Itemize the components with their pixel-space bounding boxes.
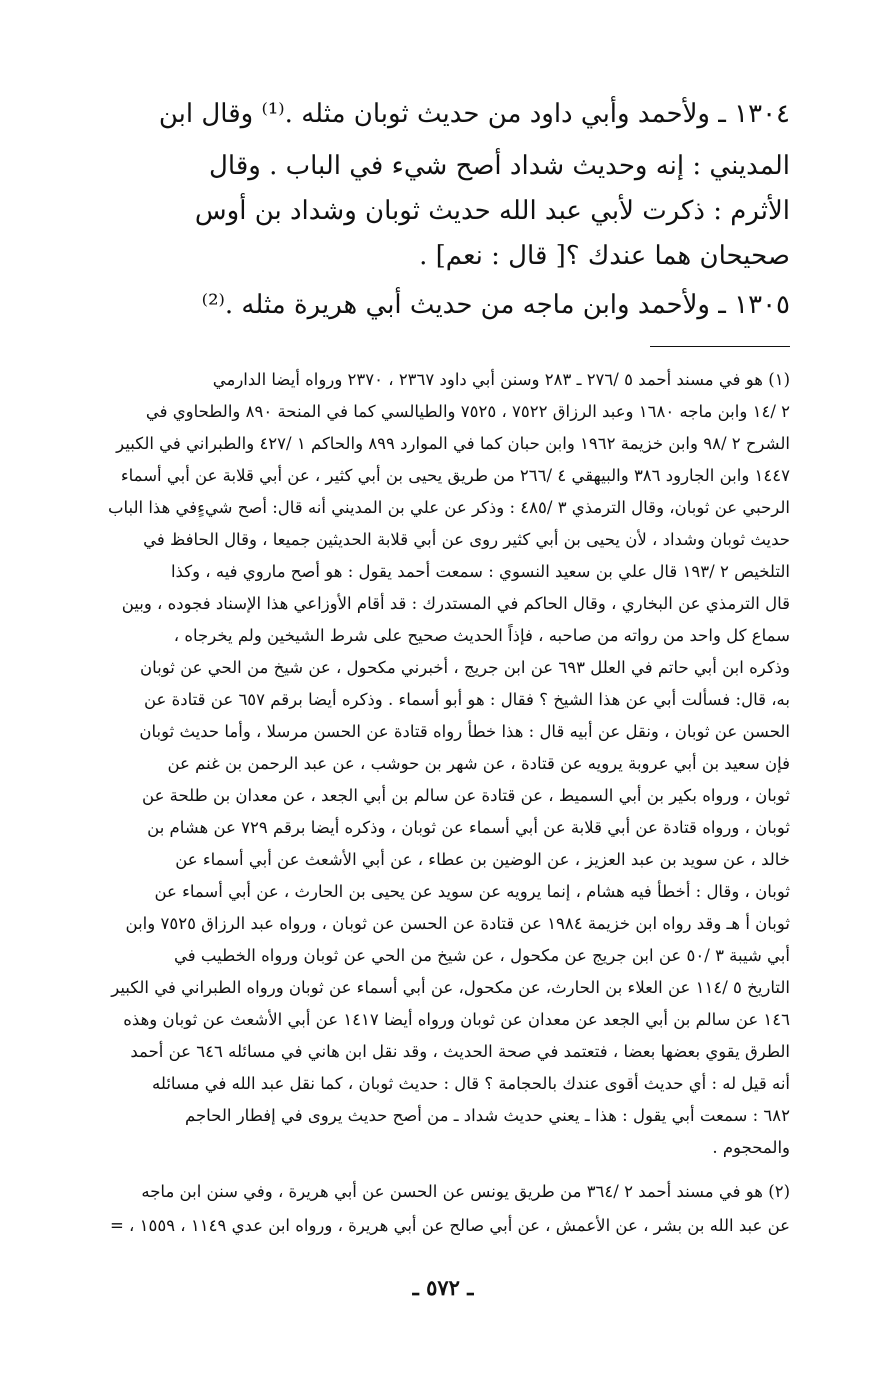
- footnote-line: الرحبي عن ثوبان، وقال الترمذي ٣ /٤٨٥ : وذكر عن علي بن المديني أنه قال: أصح شيءٍفي هذا الباب: [107, 498, 790, 517]
- footnote-line: خالد ، عن سويد بن عبد العزيز ، عن الوضين بن عطاء ، عن أبي الأشعث عن أبي أسماء عن: [175, 850, 790, 869]
- main-text-line: الأثرم : ذكرت لأبي عبد الله حديث ثوبان وشداد بن أوس: [194, 196, 790, 226]
- footnote-line: ٢ /١٤ وابن ماجه ١٦٨٠ وعبد الرزاق ٧٥٢٢ ، ٧٥٢٥ والطيالسي كما في المنحة ٨٩٠ والطحاوي في: [145, 402, 790, 421]
- main-text-line: ١٣٠٤ ـ ولأحمد وأبي داود من حديث ثوبان مثله .⁽¹⁾ وقال ابن: [158, 99, 790, 129]
- footnote-line: ثوبان ، وقال : أخطأ فيه هشام ، إنما يرويه عن سويد عن يحيى بن الحارث ، عن أبي أسماء عن: [154, 882, 790, 901]
- footnote-line: سماع كل واحد من رواته من صاحبه ، فإذاً الحديث صحيح على شرط الشيخين ولم يخرجاه ،: [173, 626, 790, 645]
- footnote-line: حديث ثوبان وشداد ، لأن يحيى بن أبي كثير روى عن أبي قلابة الحديثين جميعا ، وقال الحافظ في: [143, 530, 790, 549]
- footnote-line: قال الترمذي عن البخاري ، وقال الحاكم في المستدرك : قد أقام الأوزاعي هذا الإسناد فجوده ، وبين: [121, 594, 790, 613]
- footnote-line: التلخيص ٢ /١٩٣ قال علي بن سعيد النسوي : سمعت أحمد يقول : هو أصح ماروي فيه ، وكذا: [170, 562, 790, 581]
- footnote-line: (٢) هو في مسند أحمد ٢ /٣٦٤ من طريق يونس عن الحسن عن أبي هريرة ، وفي سنن ابن ماجه: [141, 1182, 790, 1201]
- footnote-line: ثوبان ، ورواه بكير بن أبي السميط ، عن قتادة عن سالم بن أبي الجعد ، عن معدان بن طلحة عن: [142, 786, 790, 805]
- footnote-line: ثوبان ، ورواه قتادة عن أبي قلابة عن أبي أسماء عن ثوبان ، وذكره أيضا برقم ٧٢٩ عن هشام بن: [147, 818, 790, 837]
- main-text-line: المديني : إنه وحديث شداد أصح شيء في الباب . وقال: [209, 151, 790, 181]
- footnote-line: فإن سعيد بن أبي عروبة يرويه عن قتادة ، عن شهر بن حوشب ، عن عبد الرحمن بن غنم عن: [167, 754, 790, 773]
- footnote-line: أنه قيل له : أي حديث أقوى عندك بالحجامة ؟ قال : حديث ثوبان ، كما نقل عبد الله في مسائله: [152, 1074, 790, 1093]
- footnote-line: ١٤٤٧ وابن الجارود ٣٨٦ والبيهقي ٤ /٢٦٦ من طريق يحيى بن أبي كثير ، عن أبي قلابة عن أبي أسماء: [120, 466, 790, 485]
- footnote-line: الطرق يقوي بعضها بعضا ، فتعتمد في صحة الحديث ، وقد نقل ابن هاني في مسائله ٦٤٦ عن أحمد: [130, 1042, 790, 1061]
- footnote-line: والمحجوم .: [712, 1138, 790, 1157]
- footnote-line: أبي شيبة ٣ /٥٠ عن ابن جريج عن مكحول ، عن شيخ من الحي عن ثوبان ورواه الخطيب في: [174, 946, 790, 965]
- footnote-line: ١٤٦ عن سالم بن أبي الجعد عن معدان عن ثوبان ورواه أيضا ١٤١٧ عن أبي الأشعث عن ثوبان وهذه: [123, 1010, 790, 1029]
- page-number: ـ ٥٧٢ ـ: [412, 1275, 474, 1300]
- footnote-line: (١) هو في مسند أحمد ٥ /٢٧٦ ـ ٢٨٣ وسنن أبي داود ٢٣٦٧ ، ٢٣٧٠ ورواه أيضا الدارمي: [212, 370, 790, 389]
- main-text-line: صحيحان هما عندك ؟[ قال : نعم] .: [419, 241, 790, 271]
- footnote-separator: [650, 346, 790, 347]
- footnote-line: به، قال: فسألت أبي عن هذا الشيخ ؟ فقال : هو أبو أسماء . وذكره أيضا برقم ٦٥٧ عن قتادة عن: [144, 690, 790, 709]
- footnote-line: ٦٨٢ : سمعت أبي يقول : هذا ـ يعني حديث شداد ـ من أصح حديث يروى في إفطار الحاجم: [185, 1106, 790, 1125]
- footnote-line: عن عبد الله بن بشر ، عن الأعمش ، عن أبي صالح عن أبي هريرة ، ورواه ابن عدي ١١٤٩ ، ١٥٥٩ ، =: [109, 1216, 790, 1235]
- footnote-line: التاريخ ٥ /١١٤ عن العلاء بن الحارث، عن مكحول، عن أبي أسماء عن ثوبان ورواه الطبراني في الكبير: [111, 978, 790, 997]
- footnote-line: ثوبان أ هـ وقد رواه ابن خزيمة ١٩٨٤ عن قتادة عن الحسن عن ثوبان ، ورواه عبد الرزاق ٧٥٢٥ وابن: [125, 914, 790, 933]
- footnote-line: الشرح ٢ /٩٨ وابن خزيمة ١٩٦٢ وابن حبان كما في الموارد ٨٩٩ والحاكم ١ /٤٢٧ والطبراني في الكبير: [116, 434, 790, 453]
- footnote-line: وذكره ابن أبي حاتم في العلل ٦٩٣ عن ابن جريج ، أخبرني مكحول ، عن شيخ من الحي عن ثوبان: [139, 658, 790, 677]
- footnote-line: الحسن عن ثوبان ، ونقل عن أبيه قال : هذا خطأ رواه قتادة عن الحسن مرسلا ، وأما حديث ثوبان: [139, 722, 790, 741]
- main-text-line: ١٣٠٥ ـ ولأحمد وابن ماجه من حديث أبي هريرة مثله .⁽²⁾: [201, 290, 790, 320]
